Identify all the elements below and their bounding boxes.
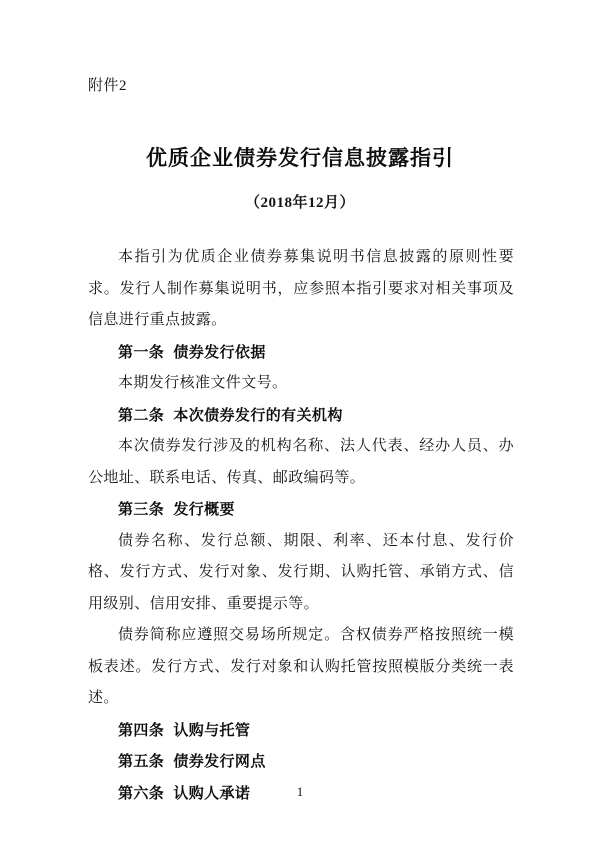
document-title: 优质企业债券发行信息披露指引 <box>146 147 454 170</box>
attachment-label: 附件2 <box>88 78 128 94</box>
document-paragraph: 本次债券发行涉及的机构名称、法人代表、经办人员、办公地址、联系电话、传真、邮政编码等。 <box>88 438 514 486</box>
document-body <box>88 242 514 809</box>
section-heading: 第二条 本次债券发行的有关机构 <box>118 406 343 424</box>
page-number: 1 <box>296 784 304 799</box>
document-paragraph: 债券名称、发行总额、期限、利率、还本付息、发行价格、发行方式、发行对象、发行期、认购托管、承销方式、信用级别、信用安排、重要提示等。 <box>88 532 514 612</box>
section-heading: 第三条 发行概要 <box>118 501 235 518</box>
section-heading: 第一条 债券发行依据 <box>118 343 266 361</box>
document-paragraph: 债券简称应遵照交易场所规定。含权债券严格按照统一模板表述。发行方式、发行对象和认购托管按照模版分类统一表述。 <box>88 627 514 706</box>
document-paragraph: 本指引为优质企业债券募集说明书信息披露的原则性要求。发行人制作募集说明书，应参照本指引要求对相关事项及信息进行重点披露。 <box>88 249 514 328</box>
section-heading: 第五条 债券发行网点 <box>118 753 266 770</box>
document-paragraph: 本期发行核准文件文号。 <box>118 375 288 391</box>
section-heading: 第六条 认购人承诺 <box>118 784 251 802</box>
section-heading: 第四条 认购与托管 <box>118 721 251 739</box>
document-date-subtitle: （2018年12月） <box>244 195 355 211</box>
